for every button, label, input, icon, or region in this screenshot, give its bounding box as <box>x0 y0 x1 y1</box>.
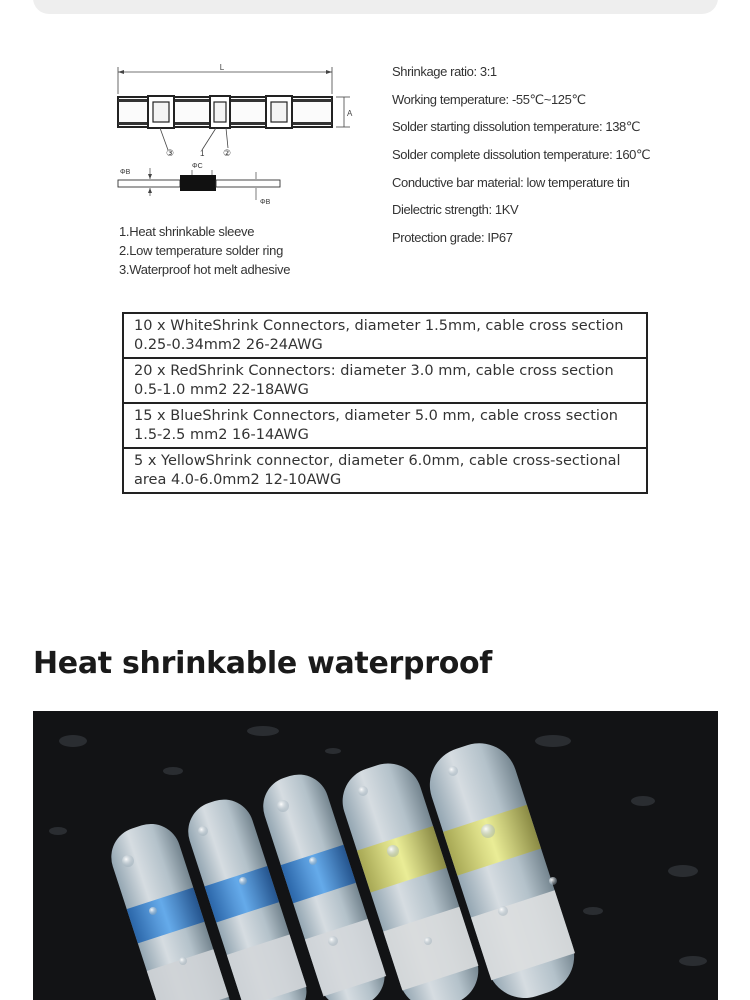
connector-diagram <box>110 62 360 212</box>
diagram-phi-b-left-label: ΦB <box>120 169 131 176</box>
spec-conductive-material: Conductive bar material: low temperature tin <box>392 174 630 190</box>
spec-working-temperature: Working temperature: -55℃~125℃ <box>392 91 586 107</box>
spec-solder-complete-temp: Solder complete dissolution temperature: 160℃ <box>392 147 651 163</box>
legend-item: 1.Heat shrinkable sleeve <box>119 224 255 239</box>
table-cell <box>123 448 647 493</box>
cell-line: 15 x BlueShrink Connectors, diameter 5.0 mm, cable cross section <box>134 407 619 424</box>
table-row <box>123 358 647 403</box>
diagram-a-label: A <box>347 109 353 118</box>
connectors-photo-illustration <box>33 711 718 1000</box>
section-heading: Heat shrinkable waterproof <box>33 646 493 681</box>
cell-line: 0.25-0.34mm2 26-24AWG <box>134 336 323 353</box>
diagram-callout-3: ③ <box>166 149 175 159</box>
spec-solder-start-temp: Solder starting dissolution temperature: 138℃ <box>392 119 641 135</box>
legend-item: 2.Low temperature solder ring <box>119 243 284 258</box>
cell-line: 10 x WhiteShrink Connectors, diameter 1.5mm, cable cross section <box>134 317 624 334</box>
cell-line: 0.5-1.0 mm2 22-18AWG <box>134 381 309 398</box>
cell-line: 5 x YellowShrink connector, diameter 6.0mm, cable cross-sectional <box>134 452 621 469</box>
top-card-edge <box>33 0 718 14</box>
cell-line: 1.5-2.5 mm2 16-14AWG <box>134 426 309 443</box>
product-photo <box>33 711 718 1000</box>
cell-line: area 4.0-6.0mm2 12-10AWG <box>134 471 342 488</box>
diagram-callout-2: ② <box>223 149 232 159</box>
diagram-l-label: L <box>219 63 225 72</box>
table-cell <box>123 313 647 358</box>
legend-item: 3.Waterproof hot melt adhesive <box>119 262 291 277</box>
diagram-phi-c-label: ΦC <box>192 163 203 170</box>
cell-line: 20 x RedShrink Connectors: diameter 3.0 mm, cable cross section <box>134 362 614 379</box>
diagram-legend <box>119 222 290 279</box>
diagram-callout-1: 1 <box>200 149 205 158</box>
table-cell <box>123 358 647 403</box>
diagram-phi-b-right-label: ΦB <box>260 199 271 206</box>
spec-list <box>392 62 650 256</box>
spec-dielectric-strength: Dielectric strength: 1KV <box>392 202 519 218</box>
spec-shrinkage-ratio: Shrinkage ratio: 3:1 <box>392 64 497 79</box>
table-row <box>123 313 647 358</box>
connector-table <box>122 312 648 494</box>
table-row <box>123 448 647 493</box>
spec-protection-grade: Protection grade: IP67 <box>392 230 513 246</box>
table-cell <box>123 403 647 448</box>
table-row <box>123 403 647 448</box>
